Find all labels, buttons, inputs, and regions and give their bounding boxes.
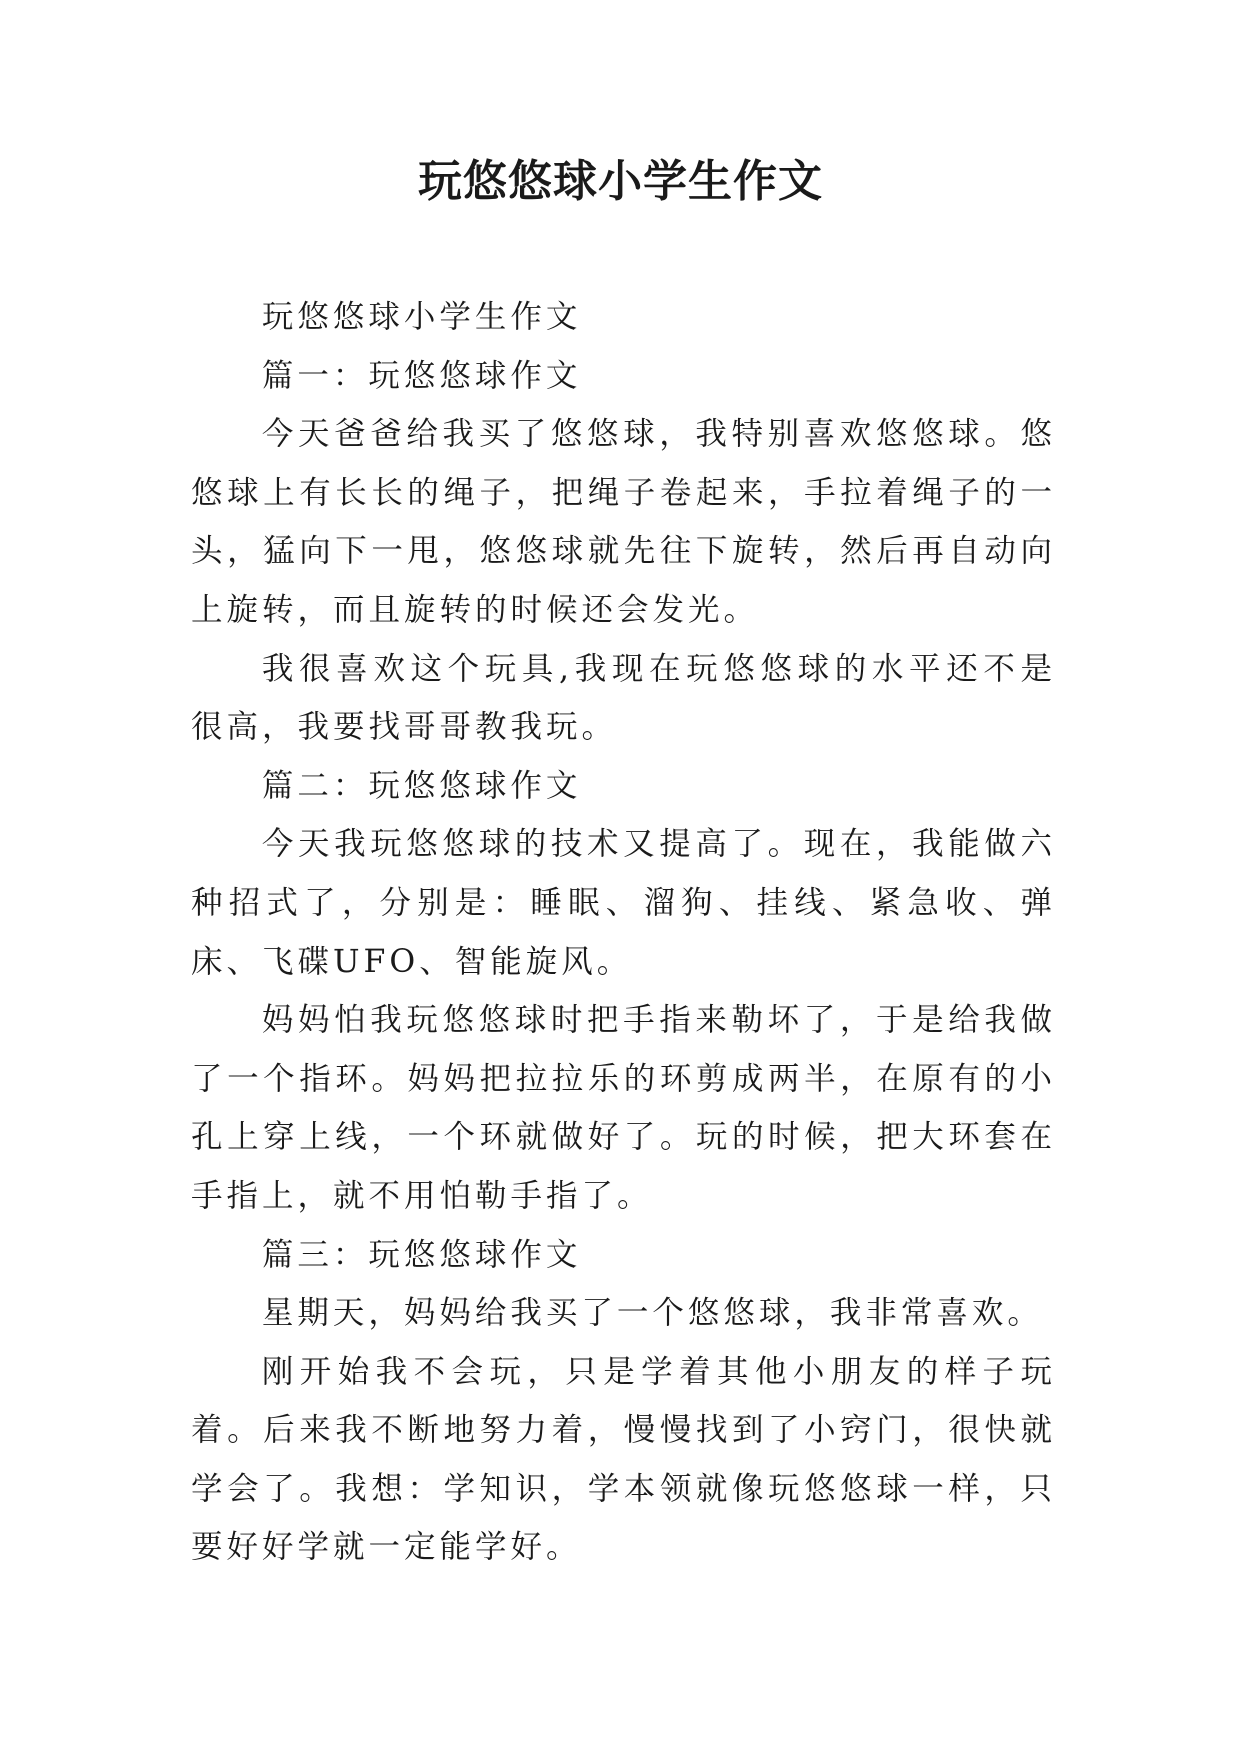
section-heading-3: 篇三：玩悠悠球作文 (261, 1236, 582, 1273)
paragraph: 今天爸爸给我买了悠悠球，我特别喜欢悠悠球。悠悠球上有长长的绳子，把绳子卷起来，手拉着绳子的一头，猛向下一甩，悠悠球就先往下旋转，然后再自动向上旋转，而且旋转的时候还会发光。 (191, 416, 1056, 628)
paragraph: 刚开始我不会玩，只是学着其他小朋友的样子玩着。后来我不断地努力着，慢慢找到了小窍门，很快就学会了。我想：学知识，学本领就像玩悠悠球一样，只要好好学就一定能学好。 (191, 1353, 1056, 1566)
document-body (191, 288, 1056, 1577)
document-title: 玩悠悠球小学生作文 (418, 156, 823, 207)
section-heading-2: 篇二：玩悠悠球作文 (261, 767, 582, 804)
paragraph: 我很喜欢这个玩具,我现在玩悠悠球的水平还不是很高，我要找哥哥教我玩。 (191, 650, 1056, 746)
section-heading-1: 篇一：玩悠悠球作文 (261, 357, 582, 394)
paragraph: 星期天，妈妈给我买了一个悠悠球，我非常喜欢。 (261, 1295, 1043, 1332)
paragraph-subtitle: 玩悠悠球小学生作文 (261, 299, 582, 335)
paragraph: 今天我玩悠悠球的技术又提高了。现在，我能做六种招式了，分别是：睡眠、溜狗、挂线、紧急收、弹床、飞碟UFO、智能旋风。 (191, 826, 1056, 980)
paragraph: 妈妈怕我玩悠悠球时把手指来勒坏了，于是给我做了一个指环。妈妈把拉拉乐的环剪成两半，在原有的小孔上穿上线，一个环就做好了。玩的时候，把大环套在手指上，就不用怕勒手指了。 (191, 1002, 1056, 1214)
